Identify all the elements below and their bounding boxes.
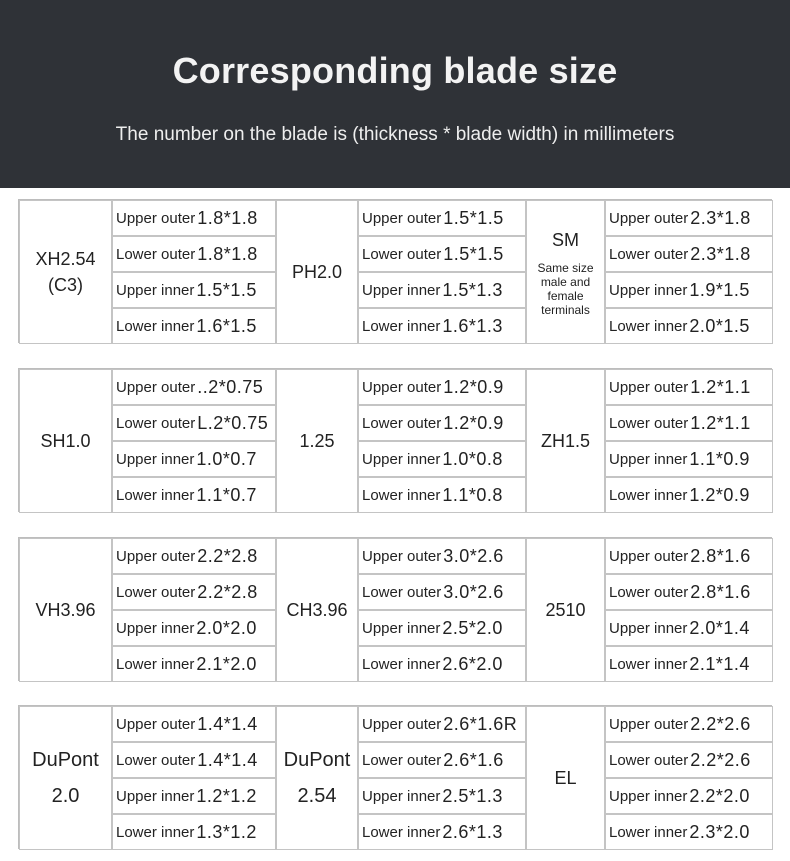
blade-position-label: Lower inner — [609, 317, 688, 335]
blade-position-label: Lower inner — [609, 486, 688, 504]
blade-position-label: Upper inner — [609, 787, 688, 805]
blade-size-row — [112, 308, 276, 344]
blade-size-value: 1.2*0.9 — [443, 376, 504, 397]
connector-name-cell — [19, 369, 112, 513]
blade-position-label: Lower outer — [116, 583, 196, 601]
blade-size-value: 1.1*0.9 — [689, 448, 750, 469]
blade-size-row — [112, 778, 276, 814]
blade-position-label: Upper inner — [609, 450, 688, 468]
blade-position-label: Upper inner — [116, 787, 195, 805]
blade-position-label: Lower outer — [362, 414, 442, 432]
blade-size-value: 2.5*1.3 — [442, 785, 503, 806]
blade-position-label: Upper inner — [116, 450, 195, 468]
blade-position-label: Lower inner — [362, 486, 441, 504]
blade-size-value: 2.0*2.0 — [196, 617, 257, 638]
blade-size-row — [112, 706, 276, 742]
blade-size-value: 2.8*1.6 — [690, 545, 751, 566]
blade-size-row — [112, 405, 276, 441]
blade-size-value: 2.1*2.0 — [196, 653, 257, 674]
spec-table — [18, 368, 772, 512]
blade-position-label: Upper inner — [609, 619, 688, 637]
spec-table — [18, 537, 772, 681]
blade-size-row — [112, 574, 276, 610]
blade-size-row — [112, 441, 276, 477]
connector-name: 2.0 — [51, 785, 80, 807]
blade-size-value: 2.2*2.8 — [197, 581, 258, 602]
blade-size-row — [605, 441, 773, 477]
blade-size-row — [605, 405, 773, 441]
blade-size-value: 1.2*1.1 — [690, 376, 751, 397]
blade-size-row — [358, 610, 526, 646]
blade-size-row — [358, 405, 526, 441]
blade-position-label: Upper outer — [116, 209, 196, 227]
blade-position-label: Upper inner — [116, 281, 195, 299]
blade-position-label: Upper outer — [116, 378, 196, 396]
blade-position-label: Lower inner — [362, 317, 441, 335]
blade-size-row — [358, 200, 526, 236]
blade-size-row — [605, 574, 773, 610]
blade-size-row — [605, 200, 773, 236]
blade-position-label: Upper outer — [116, 715, 196, 733]
blade-size-value: 2.0*1.5 — [689, 315, 750, 336]
connector-name: VH3.96 — [35, 600, 96, 620]
blade-position-label: Lower outer — [116, 751, 196, 769]
blade-size-value: 1.8*1.8 — [197, 243, 258, 264]
blade-size-row — [358, 369, 526, 405]
blade-size-row — [605, 369, 773, 405]
blade-size-row — [358, 272, 526, 308]
blade-position-label: Lower outer — [362, 751, 442, 769]
blade-size-value: 2.5*2.0 — [442, 617, 503, 638]
blade-size-row — [112, 814, 276, 850]
connector-name-cell — [526, 200, 605, 344]
blade-position-label: Upper outer — [362, 209, 442, 227]
blade-size-row — [605, 272, 773, 308]
blade-position-label: Lower inner — [116, 317, 195, 335]
blade-size-value: 2.0*1.4 — [689, 617, 750, 638]
blade-size-value: 2.3*1.8 — [690, 207, 751, 228]
connector-note-line: male and — [540, 275, 591, 289]
blade-position-label: Lower inner — [116, 486, 195, 504]
connector-name: SH1.0 — [40, 431, 91, 451]
blade-size-value: 1.1*0.8 — [442, 484, 503, 505]
connector-note — [537, 261, 593, 317]
blade-size-row — [605, 538, 773, 574]
blade-position-label: Lower outer — [362, 583, 442, 601]
blade-size-value: 2.2*2.8 — [197, 545, 258, 566]
blade-size-row — [112, 236, 276, 272]
blade-size-value: L.2*0.75 — [197, 412, 269, 433]
connector-name-cell — [276, 200, 358, 344]
blade-size-value: ..2*0.75 — [197, 376, 264, 397]
blade-size-value: 2.6*2.0 — [442, 653, 503, 674]
connector-name: ZH1.5 — [540, 431, 591, 451]
blade-size-value: 2.3*1.8 — [690, 243, 751, 264]
blade-size-value: 1.2*1.2 — [196, 785, 257, 806]
blade-size-value: 2.6*1.6R — [443, 713, 518, 734]
blade-size-row — [605, 778, 773, 814]
blade-size-row — [605, 706, 773, 742]
blade-position-label: Lower inner — [116, 655, 195, 673]
blade-size-value: 2.2*2.0 — [689, 785, 750, 806]
connector-name-cell — [276, 369, 358, 513]
connector-name-cell — [19, 538, 112, 682]
blade-position-label: Lower outer — [116, 414, 196, 432]
blade-size-value: 2.1*1.4 — [689, 653, 750, 674]
blade-size-row — [605, 308, 773, 344]
connector-name-cell — [526, 706, 605, 850]
blade-size-row — [605, 742, 773, 778]
blade-size-row — [358, 742, 526, 778]
blade-size-value: 1.5*1.5 — [443, 243, 504, 264]
blade-size-value: 1.0*0.8 — [442, 448, 503, 469]
blade-size-value: 1.5*1.3 — [442, 279, 503, 300]
connector-name-cell — [526, 369, 605, 513]
connector-name: PH2.0 — [291, 262, 343, 282]
blade-size-value: 1.2*1.1 — [690, 412, 751, 433]
blade-position-label: Lower inner — [609, 823, 688, 841]
connector-name: XH2.54 — [35, 249, 96, 269]
blade-size-row — [605, 646, 773, 682]
blade-position-label: Upper inner — [362, 787, 441, 805]
blade-position-label: Lower inner — [116, 823, 195, 841]
blade-position-label: Upper outer — [609, 378, 689, 396]
page-subtitle: The number on the blade is (thickness * blade width) in millimeters — [115, 124, 675, 145]
blade-position-label: Upper inner — [609, 281, 688, 299]
blade-position-label: Lower inner — [362, 823, 441, 841]
blade-size-row — [358, 574, 526, 610]
blade-size-row — [358, 441, 526, 477]
blade-size-row — [112, 538, 276, 574]
connector-name-cell — [19, 200, 112, 344]
blade-position-label: Upper outer — [362, 547, 442, 565]
blade-position-label: Lower outer — [609, 414, 689, 432]
blade-position-label: Upper outer — [362, 715, 442, 733]
connector-note-line: female — [547, 289, 584, 303]
blade-position-label: Upper inner — [362, 619, 441, 637]
blade-size-row — [112, 272, 276, 308]
blade-size-row — [358, 706, 526, 742]
blade-position-label: Lower inner — [362, 655, 441, 673]
blade-size-value: 1.4*1.4 — [197, 713, 258, 734]
connector-name: CH3.96 — [286, 600, 348, 620]
blade-position-label: Lower outer — [116, 245, 196, 263]
spec-table — [18, 199, 772, 343]
blade-position-label: Lower outer — [609, 245, 689, 263]
blade-size-value: 2.2*2.6 — [690, 749, 751, 770]
blade-size-value: 2.3*2.0 — [689, 821, 750, 842]
blade-position-label: Upper outer — [609, 209, 689, 227]
blade-size-row — [605, 477, 773, 513]
connector-name: 2510 — [545, 600, 586, 620]
blade-size-row — [358, 778, 526, 814]
blade-size-row — [112, 477, 276, 513]
blade-size-value: 1.0*0.7 — [196, 448, 257, 469]
blade-position-label: Upper outer — [609, 547, 689, 565]
blade-size-row — [112, 369, 276, 405]
connector-name: DuPont — [32, 749, 99, 771]
connector-note-line: terminals — [541, 303, 590, 317]
blade-size-value: 1.5*1.5 — [443, 207, 504, 228]
blade-position-label: Upper outer — [116, 547, 196, 565]
blade-size-row — [358, 477, 526, 513]
connector-name: 1.25 — [299, 431, 335, 451]
connector-name: SM — [552, 230, 579, 250]
blade-size-value: 3.0*2.6 — [443, 545, 504, 566]
blade-size-value: 2.8*1.6 — [690, 581, 751, 602]
blade-size-value: 1.2*0.9 — [443, 412, 504, 433]
blade-size-value: 2.2*2.6 — [690, 713, 751, 734]
blade-position-label: Lower inner — [609, 655, 688, 673]
blade-size-row — [358, 646, 526, 682]
blade-size-row — [605, 610, 773, 646]
blade-size-row — [358, 236, 526, 272]
blade-position-label: Upper outer — [362, 378, 442, 396]
spec-table — [18, 705, 772, 849]
blade-size-value: 1.4*1.4 — [197, 749, 258, 770]
connector-name: EL — [554, 768, 577, 788]
blade-position-label: Lower outer — [609, 751, 689, 769]
blade-size-row — [112, 646, 276, 682]
blade-size-row — [358, 814, 526, 850]
page-title: Corresponding blade size — [172, 50, 618, 91]
blade-size-row — [358, 308, 526, 344]
blade-size-value: 1.5*1.5 — [196, 279, 257, 300]
header-banner — [0, 0, 790, 188]
blade-size-value: 1.1*0.7 — [196, 484, 257, 505]
blade-size-value: 3.0*2.6 — [443, 581, 504, 602]
blade-size-value: 1.2*0.9 — [689, 484, 750, 505]
connector-name: (C3) — [48, 275, 83, 295]
blade-size-row — [605, 814, 773, 850]
connector-name-cell — [526, 538, 605, 682]
connector-name-cell — [276, 706, 358, 850]
blade-size-value: 2.6*1.3 — [442, 821, 503, 842]
blade-position-label: Lower outer — [609, 583, 689, 601]
blade-size-row — [358, 538, 526, 574]
connector-name: DuPont — [283, 749, 351, 771]
blade-size-value: 1.9*1.5 — [689, 279, 750, 300]
blade-size-value: 1.8*1.8 — [197, 207, 258, 228]
connector-note-line: Same size — [537, 261, 594, 275]
blade-position-label: Upper inner — [362, 281, 441, 299]
blade-size-row — [112, 610, 276, 646]
blade-size-row — [112, 200, 276, 236]
connector-name-cell — [19, 706, 112, 850]
connector-name: 2.54 — [297, 785, 337, 807]
connector-name-cell — [276, 538, 358, 682]
blade-size-row — [605, 236, 773, 272]
blade-size-value: 1.3*1.2 — [196, 821, 257, 842]
blade-size-row — [112, 742, 276, 778]
blade-position-label: Lower outer — [362, 245, 442, 263]
blade-size-value: 2.6*1.6 — [443, 749, 504, 770]
blade-position-label: Upper outer — [609, 715, 689, 733]
blade-position-label: Upper inner — [362, 450, 441, 468]
blade-size-value: 1.6*1.3 — [442, 315, 503, 336]
blade-size-value: 1.6*1.5 — [196, 315, 257, 336]
blade-position-label: Upper inner — [116, 619, 195, 637]
